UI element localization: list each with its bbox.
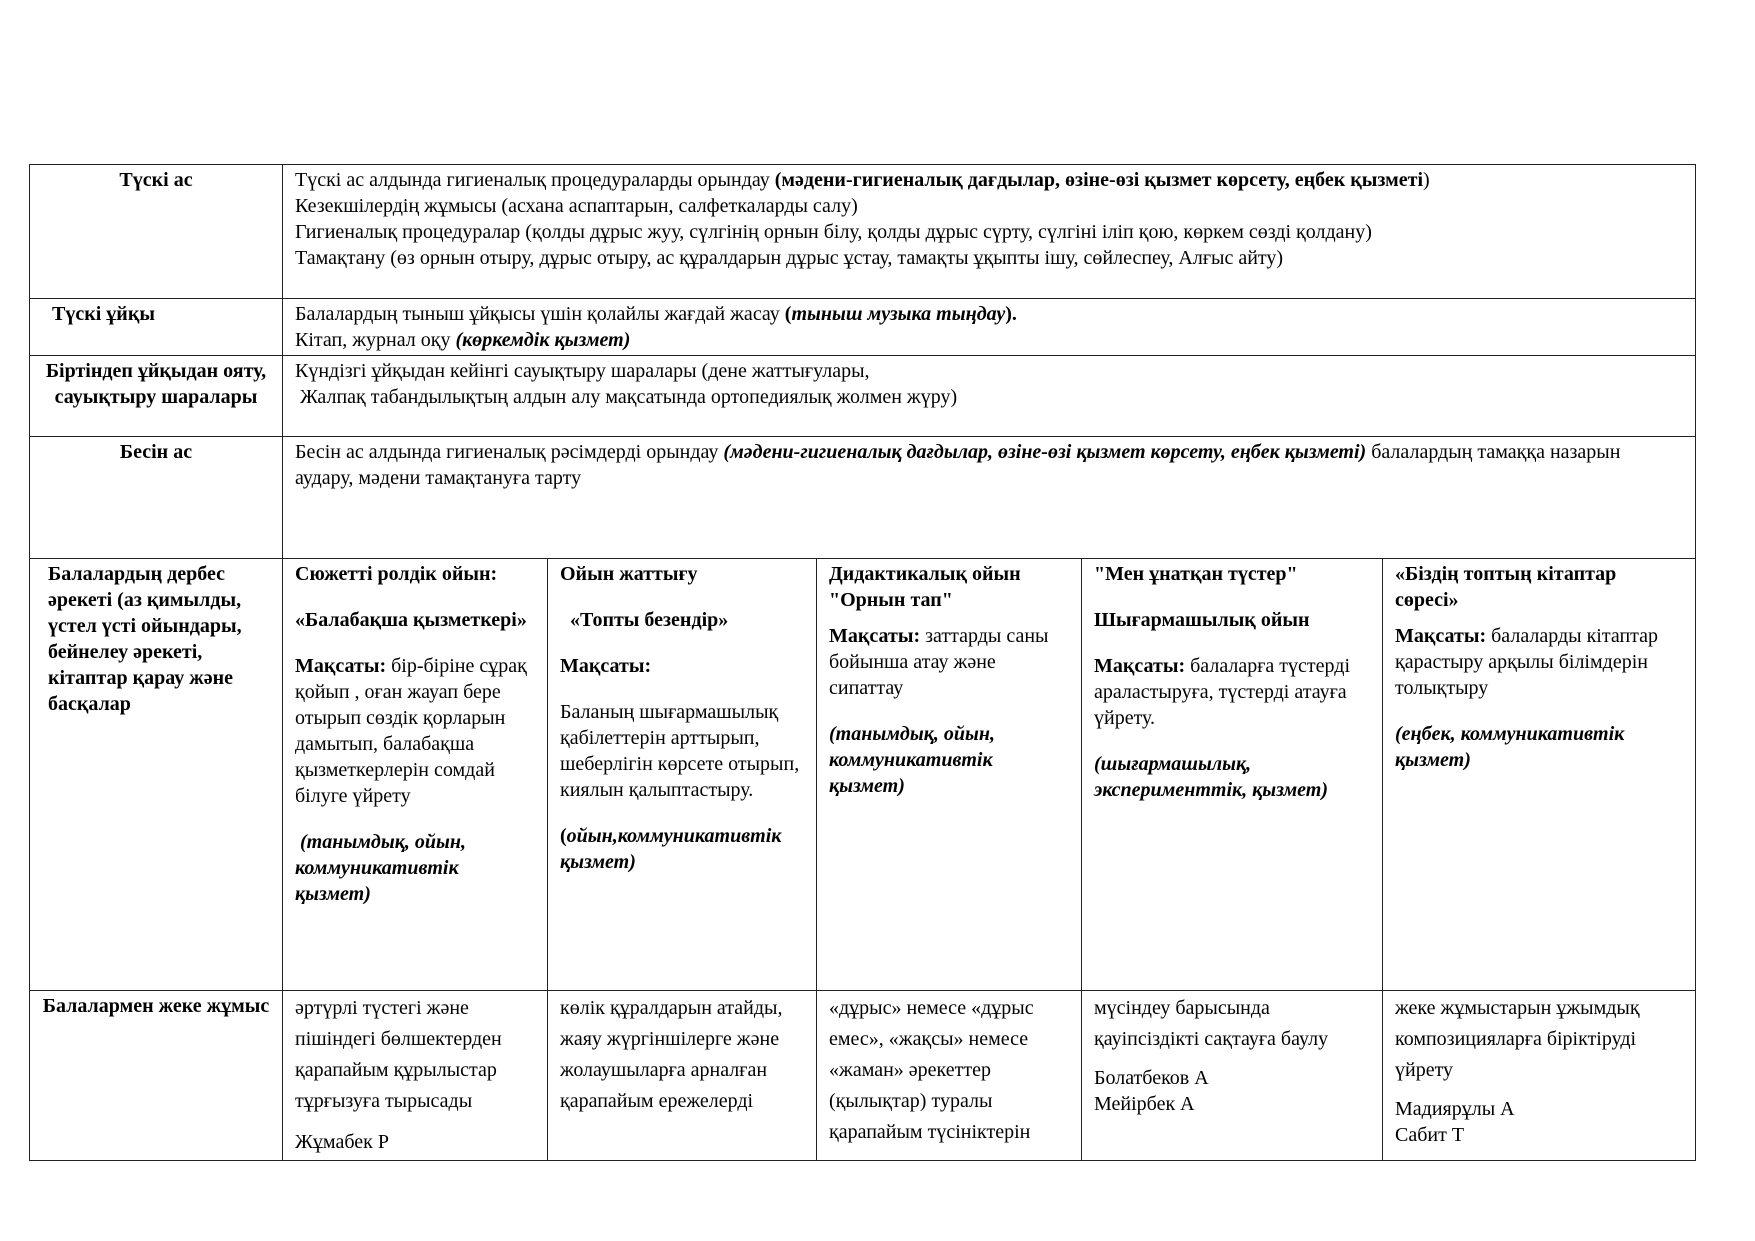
individual-4-text: мүсіндеу барысында қауіпсіздікті сақтауға баулу — [1094, 997, 1329, 1050]
row-lunch — [30, 165, 1696, 299]
nap-l1-open: ( — [784, 303, 792, 325]
individual-4-child-name-1: Болатбеков А — [1094, 1067, 1209, 1089]
row-wakeup — [30, 356, 1696, 437]
activity-1-tag: (танымдық, ойын, коммуникативтік қызмет) — [295, 831, 471, 905]
individual-cell-2 — [548, 991, 817, 1161]
nap-l2-text: Кітап, журнал оқу — [295, 329, 456, 351]
individual-cell-5 — [1383, 991, 1696, 1161]
wakeup-title: Біртіндеп ұйқыдан ояту, сауықтыру шаралары — [45, 360, 267, 408]
activity-5-goal-label: Мақсаты: — [1395, 625, 1487, 647]
snack-text-2: балалардың тамаққа назарын аудару, мәдени тамақтануға тарту — [295, 441, 1621, 489]
activity-1-goal-text: бір-біріне сұрақ қойып , оған жауап бере отырып сөздік қорларын дамытып, балабақша қызметкерлерін сомдай білуге үйрету — [295, 655, 527, 807]
activity-2-game-name: «Топты безендір» — [570, 609, 729, 631]
activity-2-goal-text: Баланың шығармашылық қабілеттерін арттырып, шеберлігін көрсете отырып, киялын қалыптастыру. — [560, 701, 800, 801]
lunch-content — [283, 165, 1696, 299]
lunch-l1-end: ) — [1423, 169, 1430, 191]
activity-2-heading: Ойын жаттығу — [560, 563, 698, 585]
activity-cell-3 — [817, 559, 1082, 991]
lunch-line-2: Кезекшілердің жұмысы (асхана аспаптарын, салфеткаларды салу) — [295, 195, 858, 217]
individual-4-child-name-2: Мейірбек А — [1094, 1093, 1195, 1115]
daily-plan-table — [29, 164, 1696, 1161]
activity-cell-4 — [1082, 559, 1383, 991]
activity-4-tag: (шығармашылық, эксперименттік, қызмет) — [1094, 753, 1329, 801]
activity-4-goal-label: Мақсаты: — [1094, 655, 1186, 677]
snack-title: Бесін ас — [119, 441, 193, 463]
activity-5-goal-text: балаларды кітаптар қарастыру арқылы білімдерін толықтыру — [1395, 625, 1659, 699]
activity-4-heading: "Мен ұнатқан түстер" — [1094, 563, 1298, 585]
individual-1-text: әртүрлі түстегі және пішіндегі бөлшектерден қарапайым құрылыстар тұрғызуға тырысады — [295, 997, 502, 1112]
activity-4-goal-text: балаларға түстерді араластыруға, түстерді атауға үйрету. — [1094, 655, 1351, 729]
individual-cell-3 — [817, 991, 1082, 1161]
individual-3-text: «дұрыс» немесе «дұрыс емес», «жақсы» немесе «жаман» әрекеттер (қылықтар) туралы қарапайым түсініктерін — [829, 997, 1034, 1143]
nap-line-1 — [295, 301, 1683, 327]
lunch-line-3: Гигиеналық процедуралар (қолды дұрыс жуу, сүлгінің орнын білу, қолды дұрыс сүрту, сүлгіні іліп қою, көркем сөзді қолдану) — [295, 221, 1372, 243]
row-individual — [30, 991, 1696, 1161]
individual-cell-1 — [283, 991, 548, 1161]
activity-4-goal — [1094, 653, 1370, 731]
wakeup-line-1: Күндізгі ұйқыдан кейінгі сауықтыру шаралары (дене жаттығулары, — [295, 360, 870, 382]
activity-2-goal-label: Мақсаты: — [560, 655, 652, 677]
activity-cell-5 — [1383, 559, 1696, 991]
individual-5-text: жеке жұмыстарын ұжымдық композицияларға біріктіруді үйрету — [1395, 997, 1640, 1081]
snack-text-1: Бесін ас алдында гигиеналық рәсімдерді орындау — [295, 441, 724, 463]
activity-5-heading: «Біздің топтың кітаптар сөресі» — [1395, 563, 1617, 611]
activity-cell-1 — [283, 559, 548, 991]
row-title-lunch — [30, 165, 283, 299]
nap-l1-close: ). — [1005, 303, 1017, 325]
activity-5-tag: (еңбек, коммуникативтік қызмет) — [1395, 723, 1625, 771]
snack-text — [295, 439, 1683, 491]
lunch-l1-text: Түскі ас алдында гигиеналық процедураларды орындау — [295, 169, 775, 191]
activity-2-tag-open: ( — [560, 825, 567, 847]
wakeup-line-2: Жалпақ табандылықтың алдын алу мақсатында ортопедиялық жолмен жүру) — [295, 386, 958, 408]
row-nap — [30, 299, 1696, 356]
row-title-individual — [30, 991, 283, 1161]
lunch-line-1 — [295, 167, 1683, 193]
lunch-l1-bold: (мәдени-гигиеналық дағдылар, өзіне-өзі қызмет көрсету, еңбек қызметі — [774, 169, 1424, 191]
nap-l1-text: Балалардың тыныш ұйқысы үшін қолайлы жағдай жасау — [295, 303, 785, 325]
activity-2-tag — [560, 823, 804, 875]
row-title-activity — [30, 559, 283, 991]
activity-title: Балалардың дербес әрекеті (аз қимылды, үстел үсті ойындары, бейнелеу әрекеті, кітаптар қарау және басқалар — [48, 563, 242, 715]
activity-3-goal — [829, 623, 1069, 701]
individual-title: Балалармен жеке жұмыс — [42, 995, 270, 1017]
nap-l2-bi: (көркемдік қызмет) — [455, 329, 631, 351]
activity-3-goal-label: Мақсаты: — [829, 625, 921, 647]
row-title-snack — [30, 437, 283, 559]
activity-3-goal-text: заттарды саны бойынша атау және сипаттау — [829, 625, 1049, 699]
snack-content — [283, 437, 1696, 559]
nap-l1-bi: тыныш музыка тыңдау — [791, 303, 1006, 325]
nap-title: Түскі ұйқы — [52, 303, 155, 325]
activity-1-game-name: «Балабақша қызметкері» — [295, 609, 527, 631]
activity-1-goal — [295, 653, 535, 809]
nap-content — [283, 299, 1696, 356]
activity-3-tag: (танымдық, ойын, коммуникативтік қызмет) — [829, 723, 995, 797]
individual-1-child-name: Жұмабек Р — [295, 1131, 389, 1153]
lunch-title: Түскі ас — [119, 169, 193, 191]
nap-line-2 — [295, 327, 1683, 353]
activity-2-tag-text: ойын,коммуникативтік қызмет) — [560, 825, 782, 873]
wakeup-content — [283, 356, 1696, 437]
snack-bi: (мәдени-гигиеналық дағдылар, өзіне-өзі қызмет көрсету, еңбек қызметі) — [723, 441, 1367, 463]
activity-5-goal — [1395, 623, 1683, 701]
row-snack — [30, 437, 1696, 559]
row-activity — [30, 559, 1696, 991]
lunch-line-4: Тамақтану (өз орнын отыру, дұрыс отыру, ас құралдарын дұрыс ұстау, тамақты ұқыпты ішу, сөйлеспеу, Алғыс айту) — [295, 247, 1284, 269]
activity-4-game-name: Шығармашылық ойын — [1094, 609, 1310, 631]
individual-5-child-name-2: Сабит Т — [1395, 1124, 1465, 1146]
activity-1-heading: Сюжетті ролдік ойын: — [295, 563, 498, 585]
activity-3-heading: Дидактикалық ойын "Орнын тап" — [829, 563, 1021, 611]
activity-cell-2 — [548, 559, 817, 991]
individual-5-child-name-1: Мадиярұлы А — [1395, 1098, 1515, 1120]
individual-2-text: көлік құралдарын атайды, жаяу жүргіншілерге және жолаушыларға арналған қарапайым ережелерді — [560, 997, 783, 1112]
individual-cell-4 — [1082, 991, 1383, 1161]
activity-1-goal-label: Мақсаты: — [295, 655, 387, 677]
row-title-nap — [30, 299, 283, 356]
row-title-wakeup — [30, 356, 283, 437]
